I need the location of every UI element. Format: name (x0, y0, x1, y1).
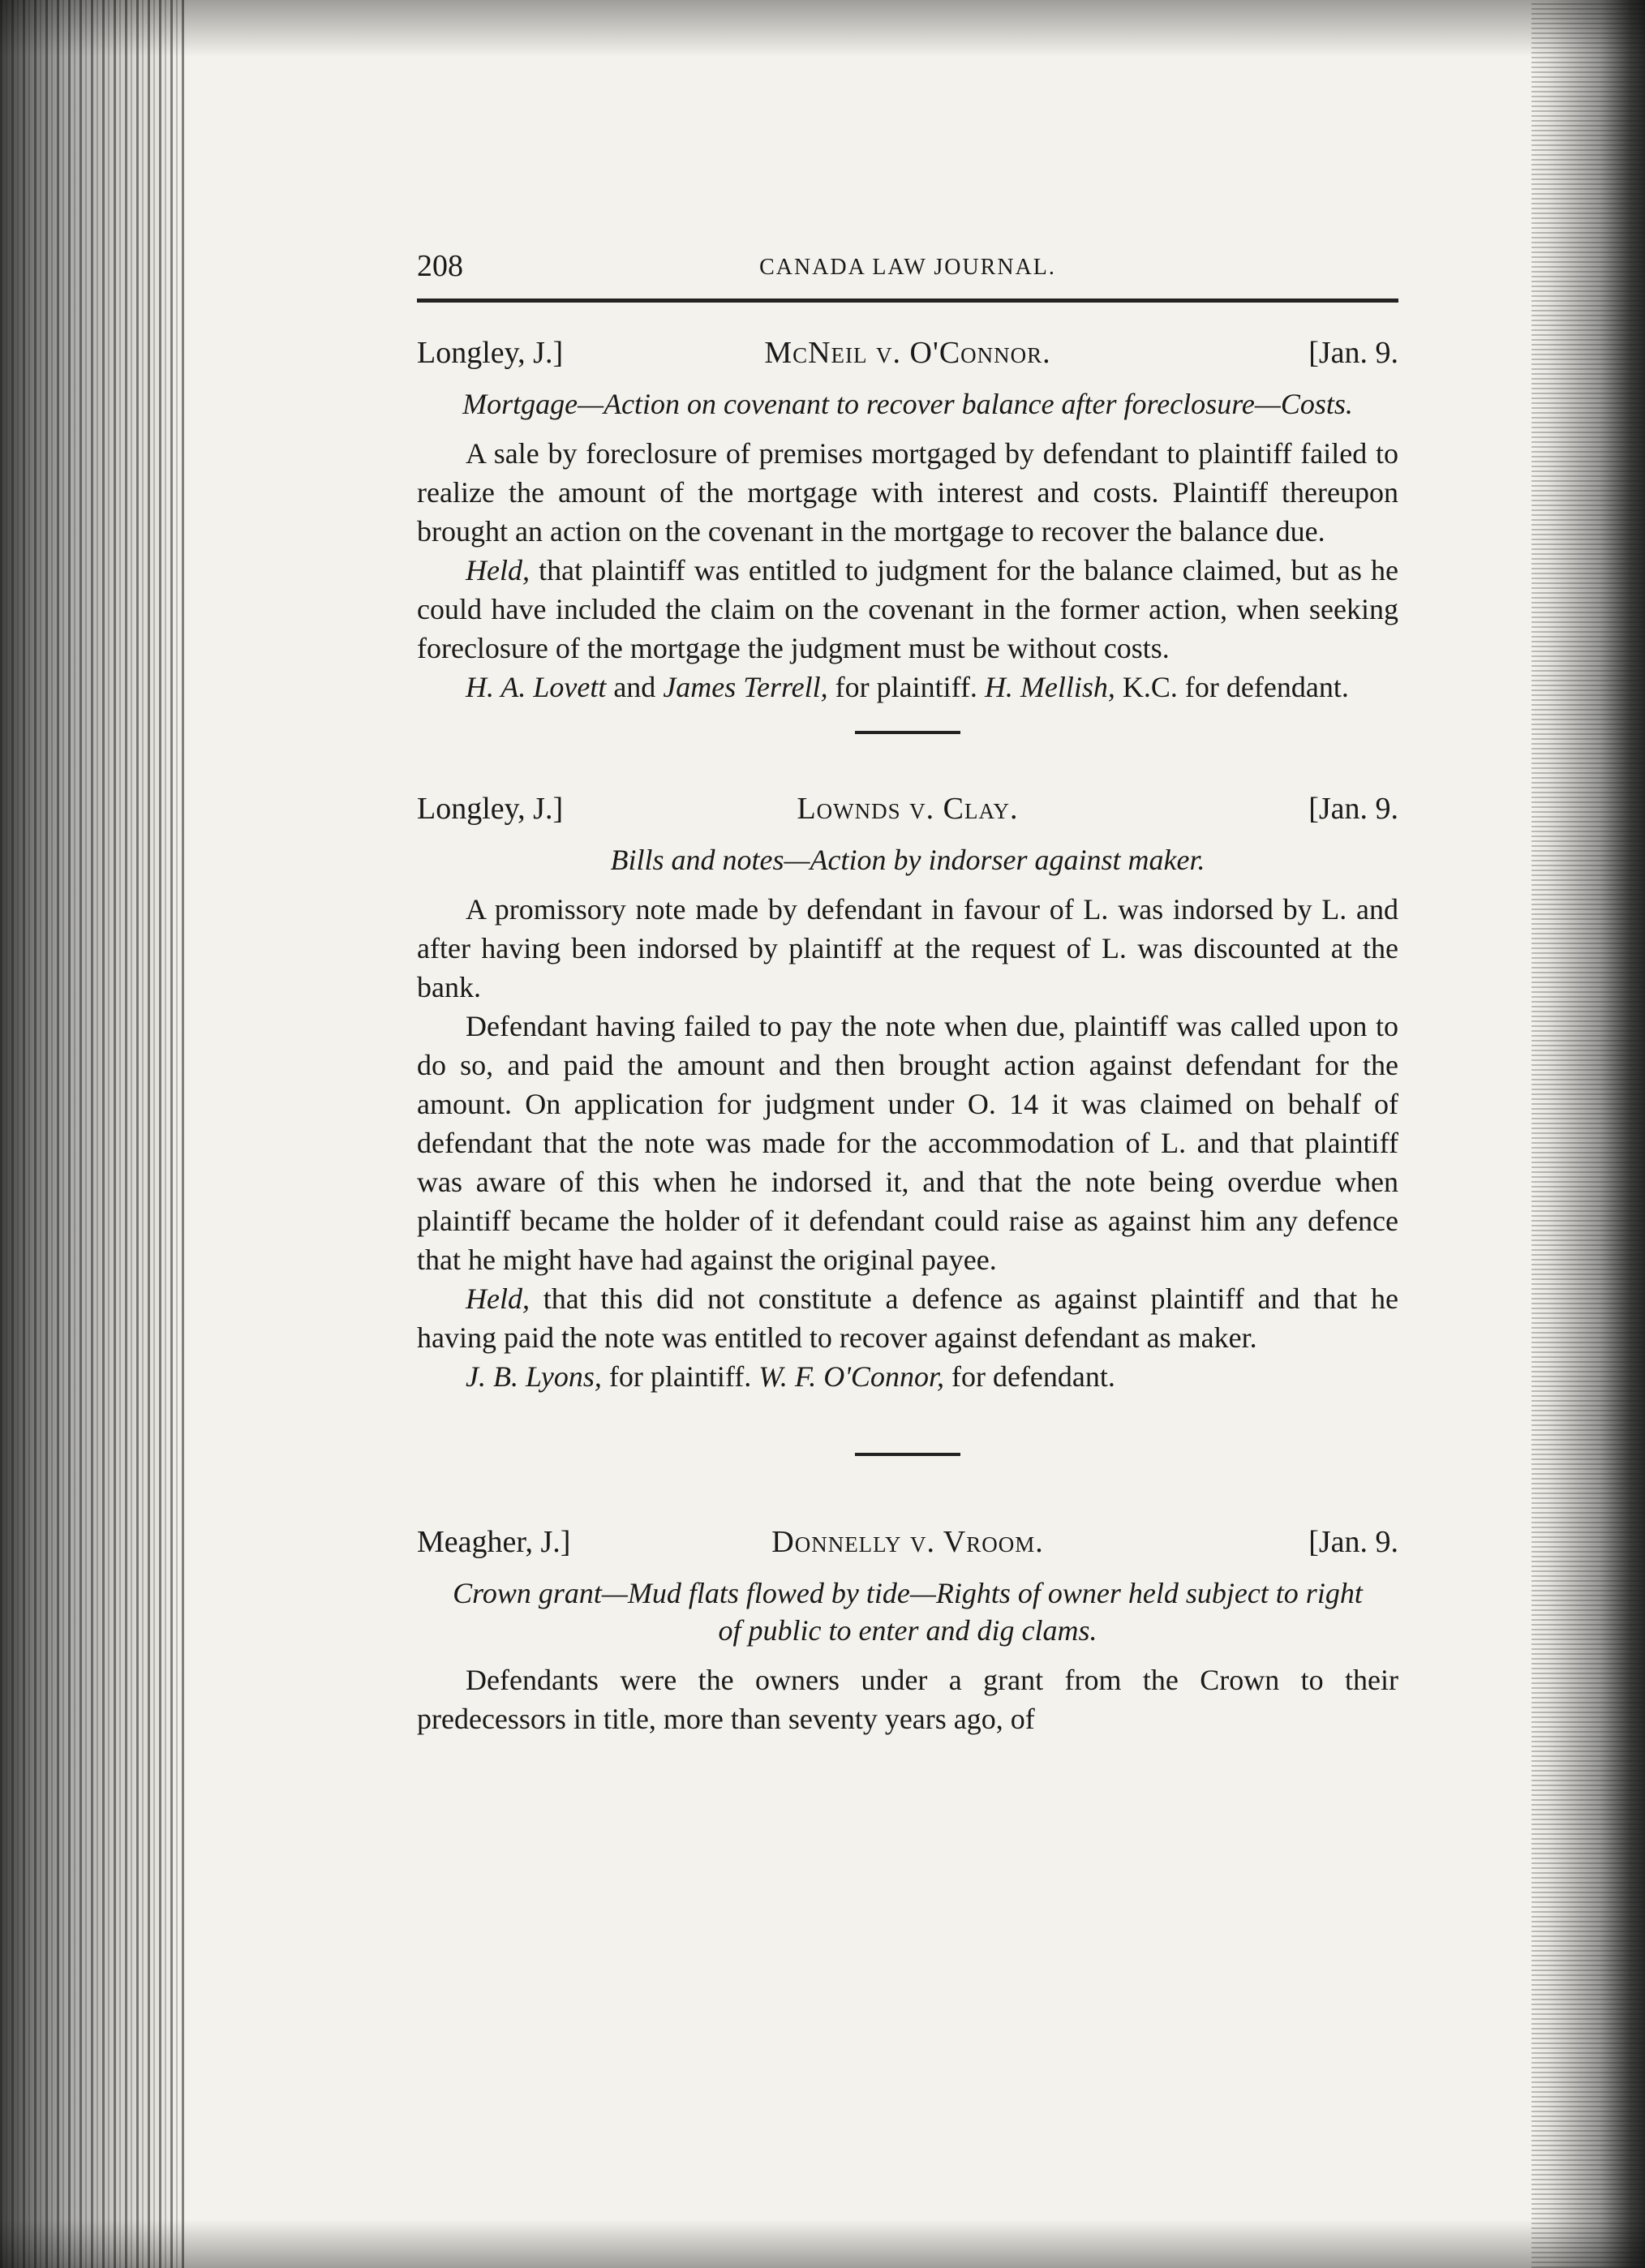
header-rule (417, 299, 1398, 303)
counsel-role: for plaintiff. (827, 671, 985, 703)
case-divider (855, 731, 960, 734)
held-text: that this did not constitute a defence as against plaintiff and that he having paid the note was entitled to recover against defendant as maker. (417, 1282, 1398, 1354)
case-counsel (417, 1357, 1398, 1396)
held-label: Held, (466, 1282, 530, 1315)
case-paragraph: A promissory note made by defendant in favour of L. was indorsed by L. and after having been indorsed by plaintiff at the request of L. was discounted at the bank. (417, 893, 1398, 1003)
counsel-role: K.C. for defendant. (1115, 671, 1349, 703)
counsel-name: James Terrell, (663, 671, 828, 703)
counsel-name: H. A. Lovett (466, 671, 607, 703)
case-date: [Jan. 9. (1308, 336, 1398, 370)
case-headnote: Bills and notes—Action by indorser against maker. (610, 844, 1205, 876)
case-title: Lownds v. Clay. (797, 792, 1019, 826)
case-judge: Longley, J.] (417, 336, 564, 370)
case-header (417, 1524, 1398, 1568)
case-holding (417, 1279, 1398, 1357)
case-divider (855, 1453, 960, 1456)
counsel-role: for defendant. (943, 1360, 1115, 1393)
held-label: Held, (466, 554, 530, 586)
scan-edge-left (0, 0, 187, 2268)
scan-edge-top (0, 0, 1645, 57)
case-counsel (417, 668, 1398, 707)
case-date: [Jan. 9. (1308, 1525, 1398, 1559)
case-paragraph: A sale by foreclosure of premises mortgaged by defendant to plaintiff failed to realize the amount of the mortgage with interest and costs. Plaintiff thereupon brought an action on the covenant in the mortgage to recover the balance due. (417, 437, 1398, 548)
case-header (417, 791, 1398, 835)
case-paragraph: Defendant having failed to pay the note when due, plaintiff was called upon to do so, and paid the amount and then brought action against defendant for the amount. On application for judgment under O. 14 it was claimed on behalf of defendant that the note was made for the accommodation of L. and that plaintiff was aware of this when he indorsed it, and that the note being overdue when plaintiff became the holder of it defendant could raise as against him any defence that he might have had against the original payee. (417, 1010, 1398, 1276)
case-donnelly (417, 1524, 1398, 1738)
journal-title: CANADA LAW JOURNAL. (759, 255, 1056, 280)
case-title: McNeil v. O'Connor. (764, 336, 1051, 370)
counsel-role: for plaintiff. (601, 1360, 759, 1393)
case-paragraph: Defendants were the owners under a grant from the Crown to their predecessors in title, more than seventy years ago, of (417, 1664, 1398, 1735)
scan-edge-right (1531, 0, 1645, 2268)
counsel-name: J. B. Lyons, (466, 1360, 602, 1393)
counsel-name: W. F. O'Connor, (758, 1360, 944, 1393)
case-lownds (417, 791, 1398, 1396)
case-judge: Meagher, J.] (417, 1525, 571, 1559)
case-title: Donnelly v. Vroom. (771, 1525, 1044, 1559)
case-headnote: Crown grant—Mud flats flowed by tide—Rights of owner held subject to right of public to enter and dig clams. (453, 1577, 1363, 1647)
case-judge: Longley, J.] (417, 792, 564, 826)
case-mcneil (417, 335, 1398, 707)
page-body (417, 243, 1398, 1738)
case-header (417, 335, 1398, 379)
counsel-name: H. Mellish, (984, 671, 1115, 703)
held-text: that plaintiff was entitled to judgment for the balance claimed, but as he could have included the claim on the covenant in the former action, when seeking foreclosure of the mortgage the judgment must be without costs. (417, 554, 1398, 664)
page-number: 208 (417, 249, 463, 283)
case-headnote: Mortgage—Action on covenant to recover balance after foreclosure—Costs. (462, 388, 1353, 420)
running-head (417, 243, 1398, 292)
scan-edge-bottom (0, 2219, 1645, 2268)
case-holding (417, 551, 1398, 668)
case-date: [Jan. 9. (1308, 792, 1398, 826)
counsel-role: and (606, 671, 664, 703)
